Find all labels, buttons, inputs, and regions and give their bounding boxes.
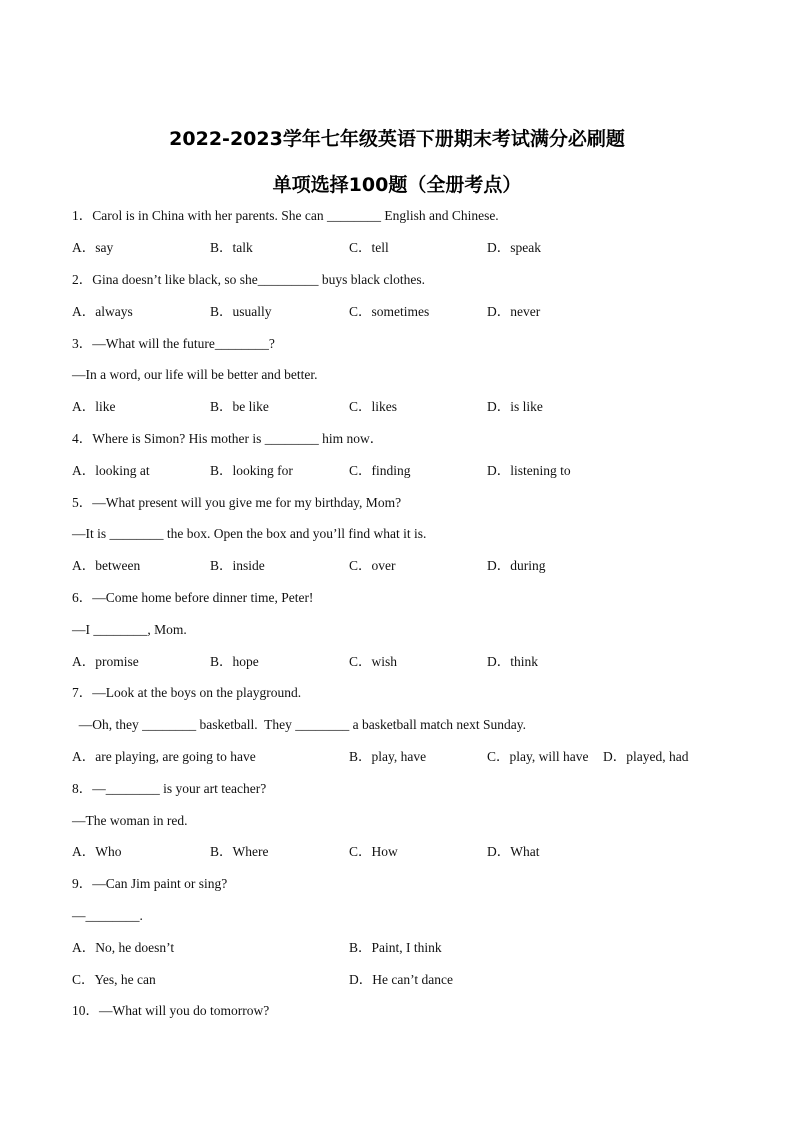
question-7-line-2: —Oh, they ________ basketball. They ________ a basketball match next Sunday. (72, 717, 527, 732)
option-9-b: B．Paint, I think (349, 940, 442, 955)
option-3-c: C．likes (349, 399, 398, 414)
question-7-stem: 7．—Look at the boys on the playground. (72, 685, 302, 700)
question-10-stem: 10．—What will you do tomorrow? (72, 1003, 270, 1018)
question-5-stem: 5．—What present will you give me for my birthday, Mom? (72, 495, 402, 510)
option-1-b: B．talk (210, 240, 253, 255)
option-8-c: C．How (349, 844, 398, 859)
option-5-d: D．during (487, 558, 546, 573)
option-4-c: C．finding (349, 463, 411, 478)
option-2-d: D．never (487, 304, 541, 319)
question-1-stem: 1．Carol is in China with her parents. She can ________ English and Chinese. (72, 208, 499, 223)
question-8-line-2: —The woman in red. (72, 813, 188, 828)
question-9-stem: 9．—Can Jim paint or sing? (72, 876, 228, 891)
question-8-stem: 8．—________ is your art teacher? (72, 781, 267, 796)
question-6-line-2: —I ________, Mom. (72, 622, 187, 637)
option-7-b: B．play, have (349, 749, 427, 764)
question-4-stem: 4．Where is Simon? His mother is ________ him now． (72, 431, 384, 446)
option-4-d: D．listening to (487, 463, 571, 478)
option-5-c: C．over (349, 558, 396, 573)
option-4-b: B．looking for (210, 463, 293, 478)
option-5-a: A．between (72, 558, 141, 573)
option-2-b: B．usually (210, 304, 272, 319)
option-1-c: C．tell (349, 240, 389, 255)
question-5-line-2: —It is ________ the box. Open the box and you’ll find what it is. (72, 526, 427, 541)
option-1-a: A．say (72, 240, 114, 255)
option-4-a: A．looking at (72, 463, 150, 478)
option-3-b: B．be like (210, 399, 269, 414)
question-2-stem: 2．Gina doesn’t like black, so she_________ buys black clothes. (72, 272, 425, 287)
option-6-b: B．hope (210, 654, 259, 669)
option-5-b: B．inside (210, 558, 265, 573)
page-title: 2022-2023学年七年级英语下册期末考试满分必刷题 (169, 128, 625, 150)
option-9-c: C．Yes, he can (72, 972, 156, 987)
question-9-line-2: —________. (72, 908, 143, 923)
option-6-a: A．promise (72, 654, 139, 669)
option-8-d: D．What (487, 844, 540, 859)
option-9-a: A．No, he doesn’t (72, 940, 175, 955)
option-7-d: D．played, had (603, 749, 689, 764)
option-6-d: D．think (487, 654, 539, 669)
option-9-d: D．He can’t dance (349, 972, 453, 987)
page-subtitle: 单项选择100题（全册考点） (272, 174, 522, 196)
option-6-c: C．wish (349, 654, 398, 669)
option-1-d: D．speak (487, 240, 541, 255)
option-8-b: B．Where (210, 844, 269, 859)
question-3-stem: 3．—What will the future________? (72, 336, 275, 351)
option-7-a: A．are playing, are going to have (72, 749, 256, 764)
option-7-c: C．play, will have (487, 749, 589, 764)
option-8-a: A．Who (72, 844, 122, 859)
question-3-line-2: —In a word, our life will be better and better. (72, 367, 318, 382)
option-2-c: C．sometimes (349, 304, 430, 319)
question-6-stem: 6．—Come home before dinner time, Peter! (72, 590, 314, 605)
option-3-a: A．like (72, 399, 116, 414)
option-2-a: A．always (72, 304, 133, 319)
option-3-d: D．is like (487, 399, 543, 414)
